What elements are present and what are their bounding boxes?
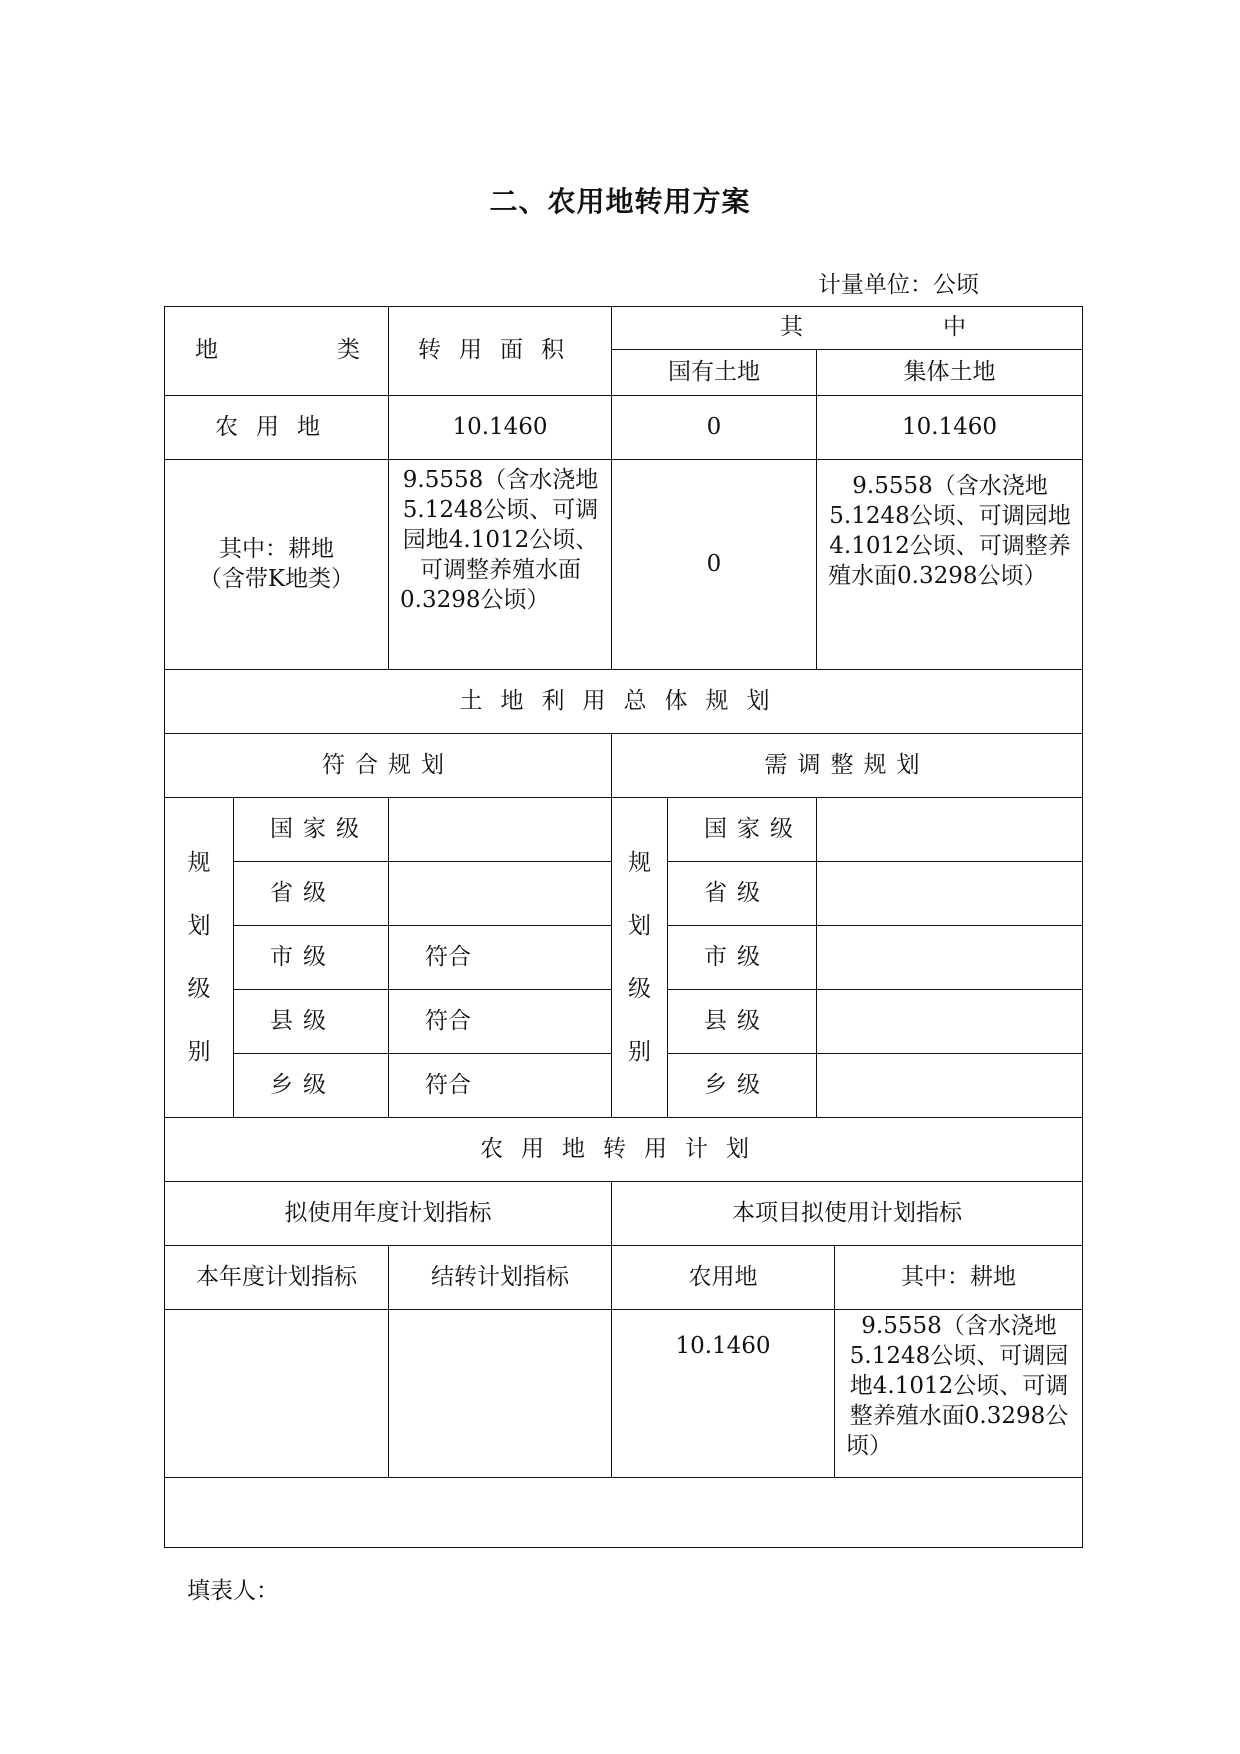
header-land-type-b: 类	[337, 337, 360, 364]
row-cultivated-state: 0	[612, 460, 817, 670]
adjust-level-township: 乡级	[668, 1054, 817, 1118]
adjust-value-provincial	[817, 862, 1083, 926]
row-farmland-state: 0	[612, 396, 817, 460]
conform-level-township: 乡级	[234, 1054, 389, 1118]
level-label-char: 级	[187, 975, 211, 1002]
conform-value-city: 符合	[389, 926, 612, 990]
adjust-plan-heading: 需调整规划	[612, 734, 1083, 798]
row-cultivated-label-line2: （含带K地类）	[198, 565, 355, 592]
conform-level-city: 市级	[234, 926, 389, 990]
conform-level-county: 县级	[234, 990, 389, 1054]
conversion-table	[164, 306, 1083, 1548]
conform-value-county: 符合	[389, 990, 612, 1054]
conform-value-provincial	[389, 862, 612, 926]
this-year-index-value	[165, 1310, 389, 1478]
adjust-level-national: 国家级	[668, 798, 817, 862]
conform-level-provincial: 省级	[234, 862, 389, 926]
level-label-char: 别	[187, 1038, 211, 1065]
conform-plan-heading: 符合规划	[165, 734, 612, 798]
adjust-level-city: 市级	[668, 926, 817, 990]
adjust-value-national	[817, 798, 1083, 862]
header-collective-land: 集体土地	[817, 350, 1083, 396]
level-label-char: 级	[628, 975, 651, 1002]
adjust-level-county: 县级	[668, 990, 817, 1054]
level-label-char: 规	[187, 849, 211, 876]
row-farmland-collective: 10.1460	[817, 396, 1083, 460]
col-this-year-index: 本年度计划指标	[165, 1246, 389, 1310]
header-converted-area: 转用面积	[389, 307, 612, 396]
overall-plan-heading: 土地利用总体规划	[165, 670, 1083, 734]
unit-label: 计量单位：公顷	[818, 272, 979, 298]
row-cultivated-label	[165, 460, 389, 670]
conversion-plan-heading: 农用地转用计划	[165, 1118, 1083, 1182]
carried-index-value	[389, 1310, 612, 1478]
page-title: 二、农用地转用方案	[489, 185, 751, 218]
header-state-land: 国有土地	[612, 350, 817, 396]
header-of-which-a: 其	[780, 314, 803, 341]
project-index-heading: 本项目拟使用计划指标	[612, 1182, 1083, 1246]
col-carried-index: 结转计划指标	[389, 1246, 612, 1310]
header-of-which	[612, 307, 1083, 350]
annual-index-heading: 拟使用年度计划指标	[165, 1182, 612, 1246]
conform-level-label	[165, 798, 234, 1118]
filler-label: 填表人：	[187, 1578, 279, 1604]
col-cultivated: 其中：耕地	[835, 1246, 1083, 1310]
cultivated-index-note: 9.5558（含水浇地5.1248公顷、可调园地4.1012公顷、可调整养殖水面0.3298公顷）	[835, 1310, 1083, 1478]
col-farmland: 农用地	[612, 1246, 835, 1310]
level-label-char: 规	[628, 849, 651, 876]
remark-cell	[165, 1478, 1083, 1548]
row-cultivated-label-line1: 其中：耕地	[219, 535, 334, 562]
farmland-index-value: 10.1460	[612, 1310, 835, 1478]
row-cultivated-area-note: 9.5558（含水浇地5.1248公顷、可调园地4.1012公顷、可调整养殖水面0.3298公顷）	[389, 460, 612, 670]
adjust-value-county	[817, 990, 1083, 1054]
level-label-char: 划	[187, 912, 211, 939]
conform-value-national	[389, 798, 612, 862]
row-farmland-label: 农用地	[165, 396, 389, 460]
row-cultivated-collective-note: 9.5558（含水浇地5.1248公顷、可调园地4.1012公顷、可调整养殖水面0.3298公顷）	[817, 460, 1083, 670]
conform-level-national: 国家级	[234, 798, 389, 862]
adjust-value-city	[817, 926, 1083, 990]
adjust-value-township	[817, 1054, 1083, 1118]
adjust-level-provincial: 省级	[668, 862, 817, 926]
header-of-which-b: 中	[943, 314, 966, 341]
row-farmland-area: 10.1460	[389, 396, 612, 460]
header-land-type	[165, 307, 389, 396]
conform-value-township: 符合	[389, 1054, 612, 1118]
adjust-level-label	[612, 798, 668, 1118]
level-label-char: 划	[628, 912, 651, 939]
level-label-char: 别	[628, 1038, 651, 1065]
header-land-type-a: 地	[195, 337, 218, 364]
